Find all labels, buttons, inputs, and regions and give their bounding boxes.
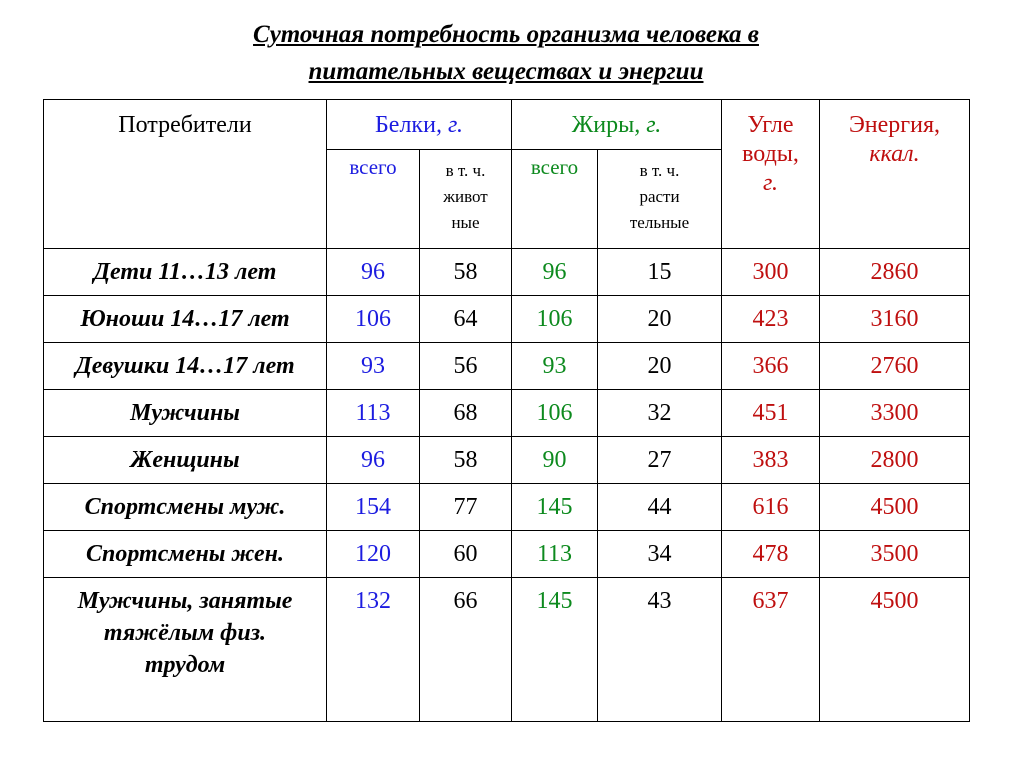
header-protein-animal-line: живот <box>443 187 488 206</box>
header-carbs-line2: воды, <box>742 141 799 167</box>
consumer-line: Девушки 14…17 лет <box>75 353 295 379</box>
table-row <box>44 249 970 296</box>
header-protein-animal-line: в т. ч. <box>445 161 486 180</box>
cell-protein-total: 132 <box>327 578 420 722</box>
cell-protein-total: 96 <box>327 249 420 296</box>
consumer-line: тяжёлым физ. <box>103 620 267 646</box>
cell-carbs: 423 <box>722 296 820 343</box>
cell-energy: 2860 <box>820 249 970 296</box>
header-energy <box>820 100 970 249</box>
header-fat-vegetable-line: тельные <box>629 213 690 232</box>
cell-fat-total: 96 <box>512 249 598 296</box>
cell-carbs: 637 <box>722 578 820 722</box>
cell-fat-vegetable: 27 <box>598 437 722 484</box>
cell-consumer <box>44 296 327 343</box>
cell-fat-total: 106 <box>512 296 598 343</box>
cell-consumer <box>44 343 327 390</box>
cell-protein-animal: 64 <box>420 296 512 343</box>
consumer-line: Дети 11…13 лет <box>93 259 277 285</box>
cell-fat-vegetable: 15 <box>598 249 722 296</box>
cell-protein-animal: 58 <box>420 249 512 296</box>
cell-fat-total: 90 <box>512 437 598 484</box>
header-protein-animal <box>420 150 512 249</box>
cell-consumer <box>44 484 327 531</box>
header-fat-vegetable-line: расти <box>639 187 680 206</box>
cell-carbs: 300 <box>722 249 820 296</box>
cell-protein-total: 106 <box>327 296 420 343</box>
cell-protein-total: 113 <box>327 390 420 437</box>
cell-carbs: 366 <box>722 343 820 390</box>
table-row <box>44 296 970 343</box>
table-row <box>44 390 970 437</box>
cell-fat-vegetable: 44 <box>598 484 722 531</box>
cell-fat-vegetable: 20 <box>598 296 722 343</box>
consumer-line: трудом <box>144 652 226 678</box>
header-proteins <box>327 100 512 150</box>
table-row <box>44 343 970 390</box>
header-fats-unit: , г. <box>634 112 662 138</box>
title-line-1: Суточная потребность организма человека в <box>253 21 759 48</box>
cell-fat-total: 93 <box>512 343 598 390</box>
table-row <box>44 437 970 484</box>
cell-carbs: 383 <box>722 437 820 484</box>
header-protein-total: всего <box>327 150 420 249</box>
header-carbs-unit: г. <box>762 170 779 196</box>
cell-consumer <box>44 531 327 578</box>
header-energy-name: Энергия, <box>848 112 941 138</box>
cell-fat-total: 145 <box>512 578 598 722</box>
header-row <box>44 100 970 150</box>
cell-fat-total: 113 <box>512 531 598 578</box>
cell-fat-total: 145 <box>512 484 598 531</box>
cell-energy: 3500 <box>820 531 970 578</box>
cell-energy: 3300 <box>820 390 970 437</box>
cell-fat-vegetable: 43 <box>598 578 722 722</box>
table-row <box>44 531 970 578</box>
cell-energy: 2800 <box>820 437 970 484</box>
cell-carbs: 451 <box>722 390 820 437</box>
header-fats <box>512 100 722 150</box>
header-fat-vegetable <box>598 150 722 249</box>
cell-energy: 4500 <box>820 484 970 531</box>
header-carbs <box>722 100 820 249</box>
header-fat-total: всего <box>512 150 598 249</box>
cell-protein-total: 120 <box>327 531 420 578</box>
header-proteins-name: Белки <box>375 112 436 138</box>
cell-protein-animal: 68 <box>420 390 512 437</box>
header-fat-vegetable-line: в т. ч. <box>639 161 680 180</box>
cell-protein-animal: 77 <box>420 484 512 531</box>
cell-protein-animal: 66 <box>420 578 512 722</box>
cell-fat-vegetable: 34 <box>598 531 722 578</box>
cell-carbs: 616 <box>722 484 820 531</box>
cell-protein-total: 96 <box>327 437 420 484</box>
title-line-2: питательных веществах и энергии <box>308 58 704 85</box>
consumer-line: Спортсмены жен. <box>86 541 284 567</box>
cell-protein-total: 154 <box>327 484 420 531</box>
consumer-line: Юноши 14…17 лет <box>80 306 290 332</box>
table-row <box>44 484 970 531</box>
header-consumers: Потребители <box>44 100 327 249</box>
header-protein-animal-line: ные <box>451 213 480 232</box>
cell-fat-total: 106 <box>512 390 598 437</box>
header-proteins-unit: , г. <box>435 112 463 138</box>
cell-consumer <box>44 578 327 722</box>
cell-protein-animal: 60 <box>420 531 512 578</box>
consumer-line: Мужчины, занятые <box>77 588 293 614</box>
consumer-line: Женщины <box>130 447 240 473</box>
header-carbs-line1: Угле <box>747 112 794 138</box>
cell-protein-animal: 56 <box>420 343 512 390</box>
page-title <box>44 16 968 90</box>
cell-fat-vegetable: 32 <box>598 390 722 437</box>
cell-consumer <box>44 249 327 296</box>
nutrition-table <box>43 99 970 722</box>
consumer-line: Спортсмены муж. <box>84 494 286 520</box>
cell-energy: 3160 <box>820 296 970 343</box>
cell-carbs: 478 <box>722 531 820 578</box>
header-fats-name: Жиры <box>571 112 635 138</box>
cell-protein-total: 93 <box>327 343 420 390</box>
cell-consumer <box>44 390 327 437</box>
table-row <box>44 578 970 722</box>
cell-energy: 4500 <box>820 578 970 722</box>
cell-fat-vegetable: 20 <box>598 343 722 390</box>
cell-energy: 2760 <box>820 343 970 390</box>
consumer-line: Мужчины <box>130 400 240 426</box>
header-energy-unit: ккал. <box>869 141 920 167</box>
cell-consumer <box>44 437 327 484</box>
cell-protein-animal: 58 <box>420 437 512 484</box>
